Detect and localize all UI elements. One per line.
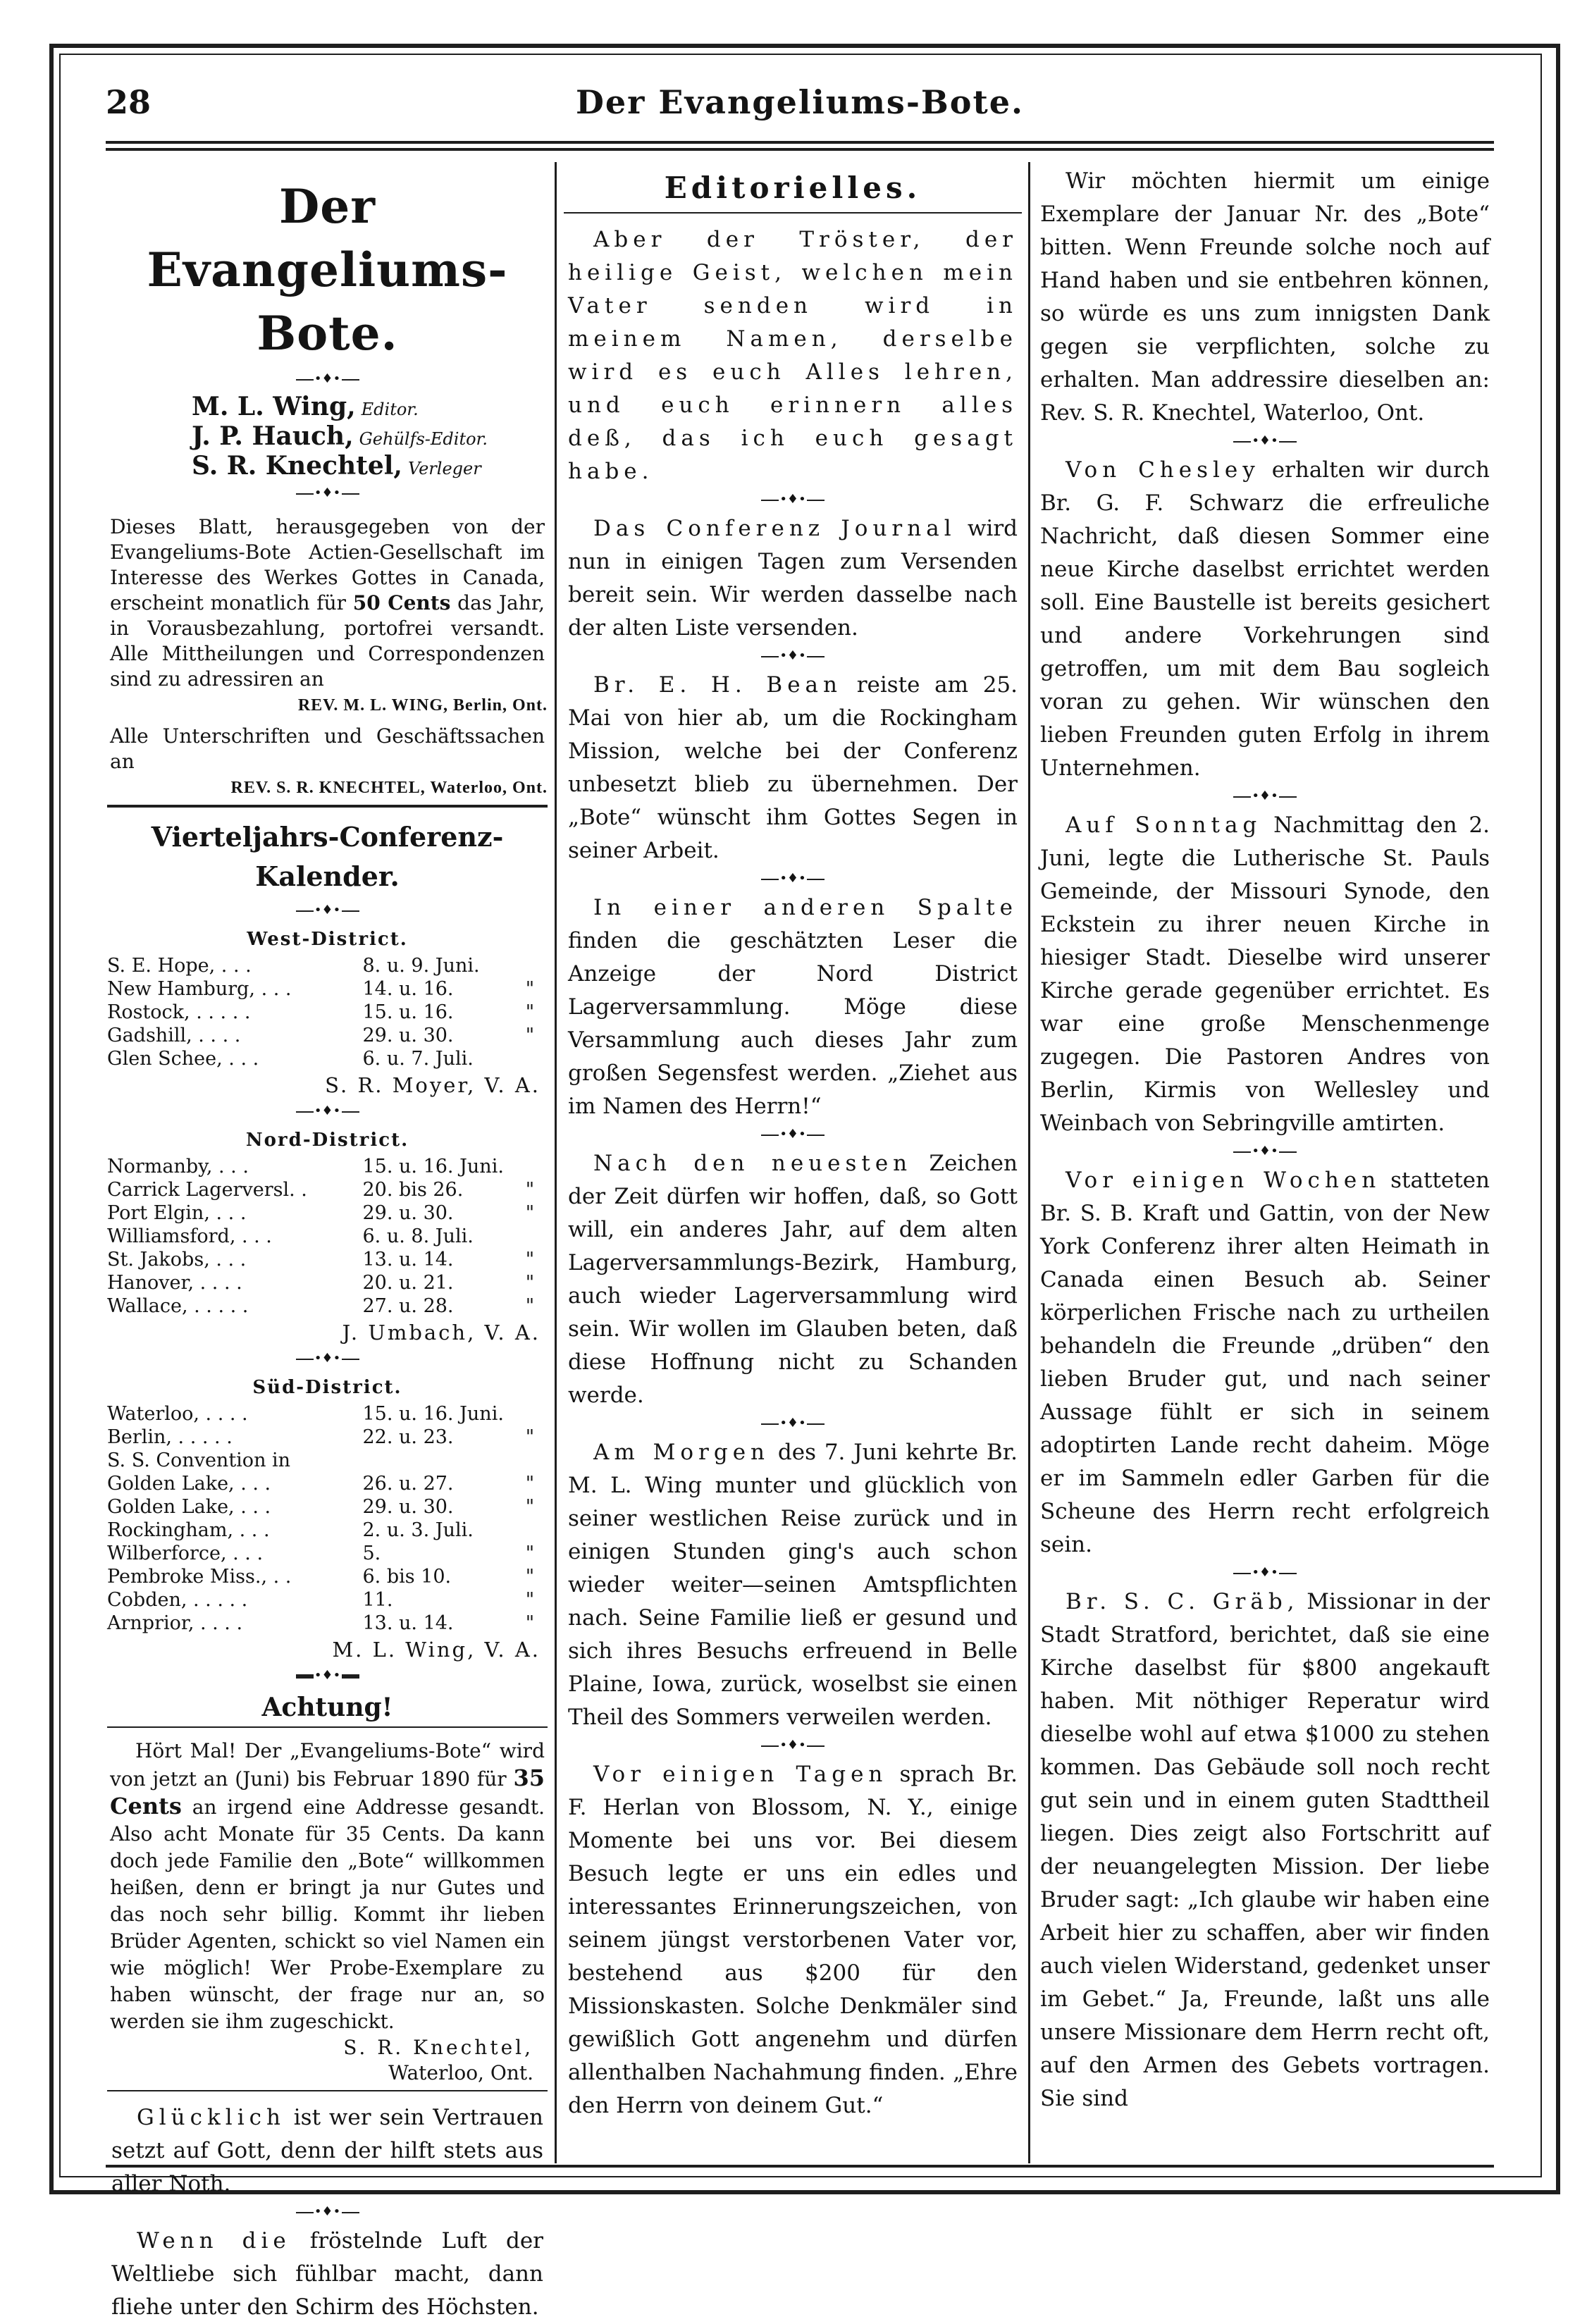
- calendar-row: [107, 1588, 548, 1612]
- cal-ditto: [512, 1449, 548, 1472]
- calendar-row: [107, 1225, 548, 1248]
- staff-list: [192, 393, 548, 482]
- cal-place: Rockingham, . . .: [107, 1519, 270, 1541]
- cal-place: S. S. Convention in: [107, 1450, 291, 1471]
- ornament-separator: [107, 1100, 548, 1124]
- imprint-business: Alle Unterschriften und Geschäftssachen an: [110, 724, 545, 773]
- cal-date: 15. u. 16. Juni.: [362, 1403, 504, 1425]
- staff-role: Gehülfs-Editor.: [359, 429, 488, 449]
- staff-name: S. R. Knechtel,: [192, 451, 402, 481]
- calendar-row: [107, 1294, 548, 1318]
- imprint-part: Alle Mittheilungen und Correspondenzen sind zu adressiren an: [110, 642, 545, 691]
- cal-place: Pembroke Miss., . .: [107, 1566, 292, 1588]
- masthead: [106, 83, 1494, 132]
- calendar-row: [107, 1449, 548, 1472]
- cal-place: Carrick Lagerversl. .: [107, 1179, 307, 1201]
- cal-date: 27. u. 28.: [362, 1295, 454, 1317]
- calendar-row: [107, 1519, 548, 1542]
- ornament-separator: [107, 1347, 548, 1371]
- proverb-text: fröstelnde Luft der Weltliebe sich fühlbar macht, dann fliehe unter den Schirm des Höchsten.: [111, 2228, 543, 2320]
- paragraph-lead: Vor einigen Tagen: [593, 1762, 888, 1787]
- cal-ditto: ": [525, 1473, 535, 1495]
- ornament-separator: [107, 1664, 548, 1688]
- proverb-lead: Wenn die: [137, 2228, 291, 2254]
- paragraph-text: finden die geschätzten Leser die Anzeige der Nord District Lagerversammlung. Möge diese Versammlung auch dieses Jahr zum großen Segensfest werden. „Ziehet aus im Namen des Herrn!“: [568, 928, 1018, 1119]
- cal-ditto: [512, 1402, 548, 1426]
- cal-ditto: ": [525, 1543, 535, 1564]
- calendar-table: [107, 954, 548, 1070]
- editor-address: REV. M. L. WING, Berlin, Ont.: [297, 696, 548, 715]
- notice-price: 35 Cents: [110, 1764, 545, 1819]
- section-rule: [107, 805, 548, 808]
- cal-ditto: [512, 1047, 548, 1070]
- paragraph-lead: Br. E. H. Bean: [593, 672, 843, 698]
- calendar-row: [107, 1178, 548, 1201]
- cal-place: Gadshill, . . . .: [107, 1025, 241, 1046]
- cal-ditto: ": [525, 1001, 535, 1023]
- nameplate: Der Evangeliums-Bote.: [147, 179, 508, 361]
- cal-ditto: ": [525, 978, 535, 1000]
- paragraph-lead: Das Conferenz Journal: [593, 516, 956, 541]
- calendar-row: [107, 1426, 548, 1449]
- cal-date: 29. u. 30.: [362, 1202, 454, 1224]
- ornament-separator: [1036, 1562, 1494, 1586]
- calendar-row: [107, 1565, 548, 1588]
- calendar-row: [107, 1542, 548, 1565]
- cal-place: Hanover, . . . .: [107, 1272, 242, 1294]
- cal-ditto: ": [525, 1249, 535, 1271]
- calendar-row: [107, 1201, 548, 1225]
- cal-date: 15. u. 16.: [362, 1001, 454, 1023]
- cal-date: 6. u. 7. Juli.: [362, 1048, 474, 1070]
- paragraph-text: reiste am 25. Mai von hier ab, um die Rockingham Mission, welche bei der Conferenz unbesetzt blieb zu übernehmen. Der „Bote“ wünscht ihm Gottes Segen in seiner Arbeit.: [568, 672, 1018, 863]
- notice-part: an irgend eine Addresse gesandt. Also acht Monate für 35 Cents. Da kann doch jede Familie den „Bote“ willkommen heißen, denn er bringt ja nur Gutes und das noch sehr billig. Kommt ihr lieben Brüder Agenten, schickt so viel Namen ein wie möglich! Wer Probe-Exemplare zu haben wünscht, der frage nur an, so werden sie ihm zugeschickt.: [110, 1795, 545, 2033]
- cal-ditto: ": [525, 1202, 535, 1224]
- editorial-title: Editorielles.: [664, 171, 922, 205]
- ornament-separator: [1036, 785, 1494, 809]
- cal-date: 20. bis 26.: [362, 1179, 464, 1201]
- notice-signature-name: S. R. Knechtel,: [343, 2036, 533, 2059]
- cal-date: 22. u. 23.: [362, 1426, 454, 1448]
- calendar-row: [107, 1495, 548, 1519]
- paragraph-lead: Nach den neuesten: [593, 1151, 913, 1176]
- editorial-paragraph: [1040, 1586, 1490, 2115]
- column-left: [107, 165, 548, 2320]
- district-title: West-District.: [247, 929, 408, 950]
- calendar-row: [107, 1271, 548, 1294]
- cal-date: 20. u. 21.: [362, 1272, 454, 1294]
- cal-place: Williamsford, . . .: [107, 1225, 272, 1247]
- cal-date: 11.: [362, 1589, 393, 1611]
- cal-date: 26. u. 27.: [362, 1473, 454, 1495]
- district-signer: J. Umbach, V. A.: [342, 1321, 541, 1345]
- proverb-paragraph: [111, 2101, 543, 2201]
- subscription-price: 50 Cents: [352, 591, 451, 614]
- calendar-row: [107, 1472, 548, 1495]
- editorial-paragraph: [1040, 454, 1490, 785]
- ornament-separator: [107, 899, 548, 923]
- ornament-separator: [564, 1412, 1022, 1436]
- ornament-separator: [1036, 1140, 1494, 1164]
- imprint-text: [110, 514, 545, 692]
- imprint-part: das Jahr, in Vorausbezahlung, portofrei versandt.: [110, 591, 545, 640]
- paragraph-text: sprach Br. F. Herlan von Blossom, N. Y., einige Momente bei uns vor. Bei diesem Besuch legte er uns ein edles und interessantes Erinnerungszeichen, von seinem jüngst verstorbenen Vater vor, bestehend aus $200 für den Missionskasten. Solche Denkmäler sind gewißlich Gott angenehm und dürfen allenthalben Nachahmung finden. „Ehre den Herrn von deinem Gut.“: [568, 1762, 1018, 2118]
- editorial-paragraph: [568, 1758, 1018, 2122]
- paragraph-text: Zeichen der Zeit dürfen wir hoffen, daß, so Gott will, ein anderes Jahr, auf dem alten Lagerversammlungs-Bezirk, Hamburg, auch wieder Lagerversammlung wird sein. Wir wollen im Glauben beten, daß diese Hoffnung nicht zu Schanden werde.: [568, 1151, 1018, 1408]
- calendar-table: [107, 1155, 548, 1318]
- ornament-separator: [107, 482, 548, 506]
- district-title: Süd-District.: [252, 1377, 402, 1398]
- staff-entry: [192, 423, 548, 452]
- cal-date: 6. bis 10.: [362, 1566, 452, 1588]
- cal-ditto: ": [525, 1426, 535, 1448]
- calendar-row: [107, 1612, 548, 1635]
- ornament-separator: [1036, 430, 1494, 454]
- ornament-separator: [564, 867, 1022, 891]
- cal-ditto: [512, 1225, 548, 1248]
- notice-signature: [107, 2035, 533, 2086]
- ornament-separator: [564, 645, 1022, 669]
- cal-place: Wilberforce, . . .: [107, 1543, 264, 1564]
- cal-ditto: ": [525, 1295, 535, 1317]
- cal-place: Glen Schee, . . .: [107, 1048, 259, 1070]
- cal-place: New Hamburg, . . .: [107, 978, 292, 1000]
- section-rule: [564, 212, 1022, 214]
- calendar-row: [107, 1248, 548, 1271]
- cal-place: Port Elgin, . . .: [107, 1202, 247, 1224]
- editorial-paragraph: [568, 512, 1018, 645]
- cal-place: Berlin, . . . . .: [107, 1426, 233, 1448]
- cal-place: S. E. Hope, . . .: [107, 955, 252, 977]
- paragraph-lead: In einer anderen Spalte: [593, 895, 1018, 920]
- proverb-paragraph: [111, 2225, 543, 2324]
- paragraph-text: statteten Br. S. B. Kraft und Gattin, von der New York Conferenz ihrer alten Heimath in Canada einen Besuch ab. Seiner körperlichen Frische nach zu urtheilen behandeln die Freunde „drüben“ den lieben Bruder gut, und nach seiner Aussage fühlt er sich in seinem adoptirten Lande recht daheim. Möge er im Sammeln edler Garben für die Scheune des Herrn recht erfolgreich sein.: [1040, 1168, 1490, 1557]
- column-middle: [564, 165, 1022, 2159]
- calendar-table: [107, 1402, 548, 1635]
- cal-place: Arnprior, . . . .: [107, 1612, 243, 1634]
- column-divider-1: [555, 162, 557, 2163]
- ornament-separator: [564, 1123, 1022, 1147]
- staff-name: J. P. Hauch,: [192, 421, 354, 451]
- editorial-paragraph: [1040, 1164, 1490, 1562]
- staff-role: Verleger: [407, 459, 481, 478]
- proverb-text: ist wer sein Vertrauen setzt auf Gott, denn der hilft stets aus aller Noth.: [111, 2105, 543, 2196]
- cal-ditto: [512, 1155, 548, 1178]
- editorial-paragraph: [1040, 809, 1490, 1140]
- calendar-title: Vierteljahrs-Conferenz-Kalender.: [151, 821, 504, 892]
- scripture-quote: [568, 223, 1018, 488]
- cal-date: 13. u. 14.: [362, 1249, 454, 1271]
- section-rule: [107, 2090, 548, 2091]
- cal-date: [363, 1449, 513, 1472]
- cal-place: Rostock, . . . . .: [107, 1001, 251, 1023]
- editorial-paragraph: [568, 891, 1018, 1123]
- calendar-row: [107, 1047, 548, 1070]
- cal-place: Cobden, . . . . .: [107, 1589, 248, 1611]
- paragraph-text: wird nun in einigen Tagen zum Versenden bereit sein. Wir werden dasselbe nach der alten Liste versenden.: [568, 516, 1018, 641]
- cal-ditto: ": [525, 1612, 535, 1634]
- cal-date: 29. u. 30.: [362, 1025, 454, 1046]
- calendar-row: [107, 954, 548, 977]
- district-signer: S. R. Moyer, V. A.: [325, 1073, 541, 1097]
- scripture-text: Aber der Tröster, der heilige Geist, welchen mein Vater senden wird in meinem Namen, derselbe wird es euch Alles lehren, und euch erinnern alles deß, das ich euch gesagt habe.: [568, 227, 1018, 484]
- cal-date: 6. u. 8. Juli.: [362, 1225, 474, 1247]
- header-rule-secondary: [106, 148, 1494, 151]
- imprint-part: Dieses Blatt, herausgegeben von der Evangeliums-Bote Actien-Gesellschaft im Interesse des Werkes Gottes in Canada, erscheint monatlich für: [110, 515, 545, 614]
- notice-title: Achtung!: [261, 1693, 393, 1722]
- editorial-paragraph: [1040, 165, 1490, 430]
- cal-ditto: ": [525, 1496, 535, 1518]
- cal-date: 5.: [362, 1543, 381, 1564]
- cal-ditto: ": [525, 1272, 535, 1294]
- column-right: [1036, 165, 1494, 2159]
- staff-entry: [192, 452, 548, 482]
- calendar-row: [107, 977, 548, 1001]
- ornament-separator: [564, 488, 1022, 512]
- paragraph-lead: Auf Sonntag: [1066, 812, 1262, 838]
- column-divider-2: [1028, 162, 1030, 2163]
- cal-ditto: [512, 1519, 548, 1542]
- cal-ditto: [512, 954, 548, 977]
- page-number: 28: [106, 83, 152, 121]
- paragraph-lead: Von Chesley: [1066, 457, 1260, 483]
- calendar-row: [107, 1155, 548, 1178]
- cal-place: St. Jakobs, . . .: [107, 1249, 247, 1271]
- running-title: Der Evangeliums-Bote.: [575, 83, 1025, 121]
- district-signer: M. L. Wing, V. A.: [332, 1638, 541, 1662]
- paragraph-text: Wir möchten hiermit um einige Exemplare der Januar Nr. des „Bote“ bitten. Wenn Freunde solche noch auf Hand haben und sie entbehren können, so würde es uns zum innigsten Dank gegen sie verpflichten, solche zu erhalten. Man addressire dieselben an: Rev. S. R. Knechtel, Waterloo, Ont.: [1040, 168, 1490, 426]
- paragraph-lead: Br. S. C. Gräb,: [1066, 1589, 1299, 1614]
- cal-ditto: ": [525, 1589, 535, 1611]
- paragraph-text: Nachmittag den 2. Juni, legte die Lutherische St. Pauls Gemeinde, der Missouri Synode, den Eckstein zu ihrer neuen Kirche in hiesiger Stadt. Dieselbe wird unserer Kirche gerade gegenüber errichtet. Es war eine große Menschenmenge zugegen. Die Pastoren Andres von Berlin, Kirmis von Wellesley und Weinbach von Sebringville amtirten.: [1040, 812, 1490, 1136]
- ornament-separator: [107, 368, 548, 392]
- paragraph-text: Missionar in der Stadt Stratford, berichtet, daß sie eine Kirche daselbst für $800 angekauft haben. Mit nöthiger Reperatur wird dieselbe wohl auf etwa $1000 zu stehen kommen. Das Gebäude soll noch recht gut sein und in einem guten Stadttheil liegen. Dies zeigt also Fortschritt auf der neuangelegten Mission. Der liebe Bruder sagt: „Ich glaube wir haben eine Arbeit hier zu schaffen, aber wir finden auch vielen Widerstand, gedenket unser im Gebet.“ Ja, Freunde, laßt uns alle unsere Missionare dem Herrn recht oft, auf den Armen des Gebets vortragen. Sie sind: [1040, 1589, 1490, 2111]
- proverb-lead: Glücklich: [137, 2105, 285, 2130]
- paragraph-lead: Vor einigen Wochen: [1066, 1168, 1381, 1193]
- cal-date: 15. u. 16. Juni.: [362, 1156, 504, 1178]
- notice-part: Hört Mal! Der „Evangeliums-Bote“ wird von jetzt an (Juni) bis Februar 1890 für: [110, 1739, 545, 1791]
- cal-ditto: ": [525, 1025, 535, 1046]
- staff-name: M. L. Wing,: [192, 392, 356, 421]
- calendar-row: [107, 1402, 548, 1426]
- cal-place: Normanby, . . .: [107, 1156, 249, 1178]
- cal-date: 14. u. 16.: [362, 978, 454, 1000]
- ornament-separator: [107, 2201, 548, 2225]
- staff-entry: [192, 393, 548, 423]
- cal-date: 2. u. 3. Juli.: [362, 1519, 474, 1541]
- calendar-row: [107, 1001, 548, 1024]
- notice-signature-place: Waterloo, Ont.: [388, 2061, 533, 2084]
- calendar-row: [107, 1024, 548, 1047]
- paragraph-text: erhalten wir durch Br. G. F. Schwarz die erfreuliche Nachricht, daß diesen Sommer eine neue Kirche daselbst errichtet werden soll. Eine Baustelle ist bereits gesichert und andere Vorkehrungen sind getroffen, um mit dem Bau sogleich voran zu gehen. Wir wünschen den lieben Freunden guten Erfolg in ihrem Unternehmen.: [1040, 457, 1490, 781]
- cal-date: 29. u. 30.: [362, 1496, 454, 1518]
- cal-ditto: ": [525, 1566, 535, 1588]
- cal-place: Golden Lake, . . .: [107, 1496, 271, 1518]
- staff-role: Editor.: [361, 400, 419, 419]
- cal-place: Wallace, . . . . .: [107, 1295, 249, 1317]
- editorial-paragraph: [568, 1147, 1018, 1412]
- publisher-address: REV. S. R. KNECHTEL, Waterloo, Ont.: [230, 779, 548, 797]
- header-rule: [106, 141, 1494, 144]
- paragraph-text: des 7. Juni kehrte Br. M. L. Wing munter und glücklich von seiner westlichen Reise zurück und in einigen Stunden ging's auch schon wieder weiter—seinen Amtspflichten nach. Seine Familie ließ er gesund und sich ihres Besuchs erfreuend in Belle Plaine, Iowa, zurück, woselbst sie einen Theil des Sommers verweilen werden.: [568, 1440, 1018, 1730]
- paragraph-lead: Am Morgen: [593, 1440, 770, 1465]
- cal-ditto: ": [525, 1179, 535, 1201]
- cal-date: 13. u. 14.: [362, 1612, 454, 1634]
- notice-text: [110, 1738, 545, 2035]
- cal-place: Golden Lake, . . .: [107, 1473, 271, 1495]
- editorial-paragraph: [568, 669, 1018, 867]
- cal-date: 8. u. 9. Juni.: [362, 955, 480, 977]
- footer-rule: [106, 2165, 1494, 2168]
- editorial-paragraph: [568, 1436, 1018, 1734]
- district-title: Nord-District.: [245, 1130, 409, 1151]
- ornament-separator: [564, 1734, 1022, 1758]
- section-rule: [107, 1726, 548, 1728]
- cal-place: Waterloo, . . . .: [107, 1403, 248, 1425]
